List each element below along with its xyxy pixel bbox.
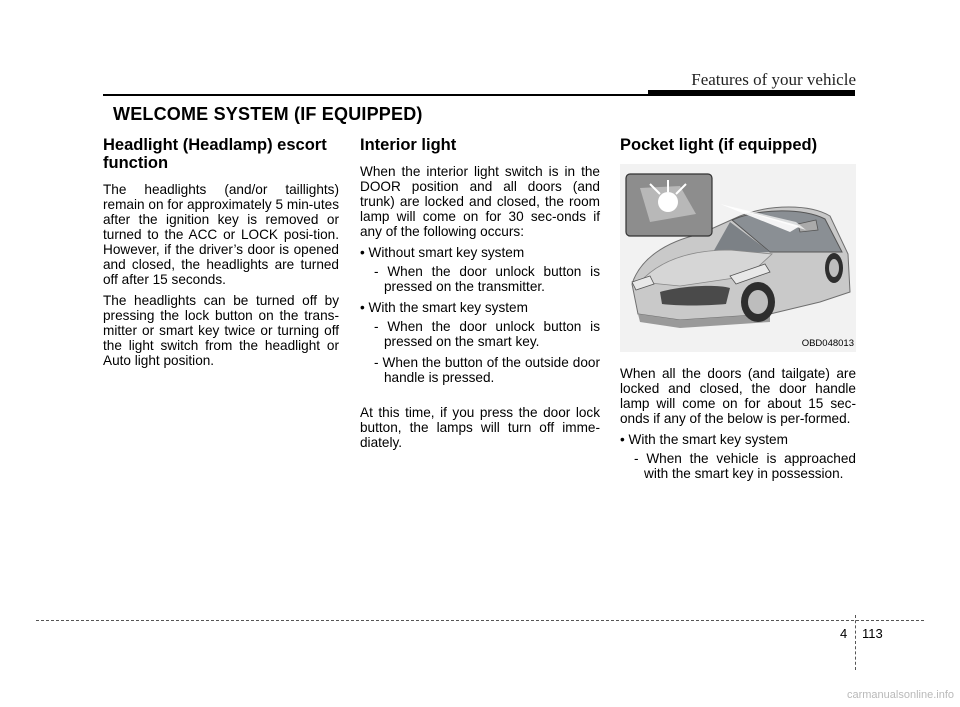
headlight-escort-heading: Headlight (Headlamp) escort function: [103, 136, 327, 172]
header-rule-accent: [648, 90, 855, 96]
column-pocket-light: [620, 136, 856, 487]
vehicle-illustration: [620, 164, 856, 352]
interior-light-heading: Interior light: [360, 136, 457, 154]
sub-smart-key-unlock: - When the door unlock button is pressed on the smart key.: [374, 319, 600, 349]
footer-rule: [36, 620, 924, 621]
bullet-with-smart-key: • With the smart key system: [360, 300, 528, 315]
headlight-paragraph-2: The headlights can be turned off by pressing the lock button on the trans-mitter or smart key twice or turning off the light switch from the headlight or Auto light position.: [103, 293, 339, 368]
sub-vehicle-approached: - When the vehicle is approached with the smart key in possession.: [634, 451, 856, 481]
page-number-divider: [855, 615, 856, 670]
interior-light-intro: When the interior light switch is in the DOOR position and all doors (and trunk) are locked and closed, the room lamp will come on for 30 sec-onds if any of the following occurs:: [360, 164, 600, 239]
page-number: 113: [862, 626, 883, 641]
sub-transmitter-unlock: - When the door unlock button is pressed on the transmitter.: [374, 264, 600, 294]
section-title: WELCOME SYSTEM (IF EQUIPPED): [113, 104, 423, 124]
bullet-without-smart-key: • Without smart key system: [360, 245, 525, 260]
figure-code: OBD048013: [801, 338, 854, 349]
bullet-with-smart-key-pocket: • With the smart key system: [620, 432, 788, 447]
running-header: Features of your vehicle: [691, 70, 856, 89]
sub-outside-handle-button: - When the button of the outside door handle is pressed.: [374, 355, 600, 385]
column-headlight-escort: [103, 136, 339, 374]
interior-light-closing: At this time, if you press the door lock button, the lamps will turn off imme-diately.: [360, 405, 600, 450]
pocket-light-heading: Pocket light (if equipped): [620, 136, 818, 154]
watermark: carmanualsonline.info: [846, 689, 954, 701]
headlight-paragraph-1: The headlights (and/or taillights) remain on for approximately 5 min-utes after the ignition key is removed or turned to the ACC or LOCK posi-tion. However, if the driver’s door is opened and closed, the headlights are turned off after 15 seconds.: [103, 182, 339, 287]
car-illustration: [620, 164, 856, 352]
column-interior-light: [360, 136, 600, 456]
chapter-number: 4: [840, 626, 848, 641]
pocket-light-body: When all the doors (and tailgate) are locked and closed, the door handle lamp will come on for about 15 sec-onds if any of the below is per-formed.: [620, 366, 856, 426]
